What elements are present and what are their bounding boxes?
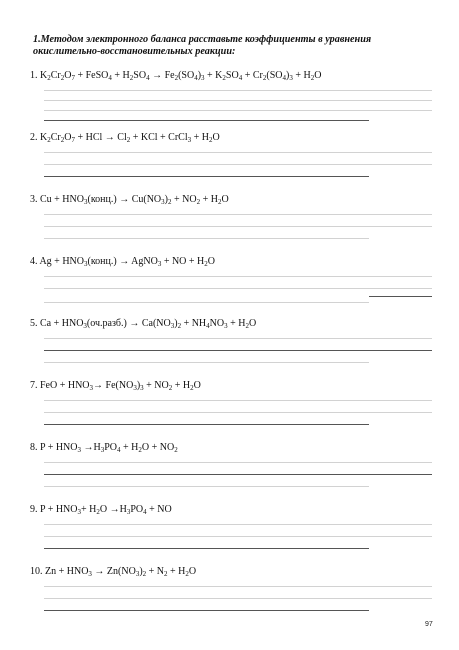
answer-line[interactable] [44, 214, 432, 215]
task-item [30, 566, 434, 626]
answer-line[interactable] [44, 176, 369, 177]
formula-text: O + NO [141, 442, 175, 453]
formula-text: (оч.разб.) → Ca(NO [86, 318, 171, 329]
formula-text: FeO + HNO [40, 380, 90, 391]
task-number: 4. [30, 256, 38, 267]
formula-subscript: 2 [164, 570, 168, 578]
task-item [30, 504, 434, 564]
formula-text: PO [104, 442, 118, 453]
formula-subscript: 4 [146, 74, 150, 82]
formula-subscript: 2 [60, 74, 65, 82]
formula-subscript: 2 [262, 74, 267, 82]
formula-subscript: 2 [310, 74, 315, 82]
formula-subscript: 3 [133, 384, 137, 392]
formula-text: + NO [143, 380, 169, 391]
page-number: 97 [425, 621, 433, 628]
answer-line[interactable] [44, 586, 432, 587]
formula-subscript: 2 [96, 508, 100, 516]
answer-line[interactable] [44, 548, 369, 549]
formula-text: + H [227, 318, 246, 329]
formula-subscript: 4 [194, 74, 198, 82]
formula-subscript: 3 [187, 136, 192, 144]
answer-line[interactable] [44, 462, 432, 463]
reaction-equation [30, 256, 434, 268]
formula-text: + KCl + CrCl [130, 132, 188, 143]
formula-text: O [188, 566, 197, 577]
answer-line[interactable] [44, 152, 432, 153]
formula-text: SO [133, 70, 147, 81]
formula-text: + N [146, 566, 165, 577]
formula-text: Cu + HNO [40, 194, 84, 205]
answer-line[interactable] [44, 536, 432, 537]
task-number: 5. [30, 318, 38, 329]
formula-text: (конц.) → AgNO [87, 256, 158, 267]
formula-text: O [193, 380, 201, 391]
answer-line[interactable] [44, 90, 432, 91]
formula-text: + K [204, 70, 223, 81]
formula-subscript: 3 [83, 260, 88, 268]
formula-text: → Zn(NO [91, 566, 136, 577]
formula-subscript: 3 [83, 198, 88, 206]
formula-text: + HCl → Cl [74, 132, 127, 143]
formula-subscript: 3 [100, 446, 105, 454]
answer-line[interactable] [44, 288, 432, 289]
formula-text: P + HNO [40, 442, 78, 453]
answer-line[interactable] [44, 302, 369, 303]
formula-subscript: 3 [224, 322, 228, 330]
formula-text: P + HNO [40, 504, 78, 515]
formula-text: + Cr [242, 70, 263, 81]
formula-text: ) [164, 194, 168, 205]
formula-text: O [248, 318, 257, 329]
formula-text: + FeSO [74, 70, 109, 81]
task-number: 8. [30, 442, 38, 453]
task-item [30, 70, 434, 130]
formula-text: Cr [50, 132, 61, 143]
formula-subscript: 4 [143, 508, 147, 516]
formula-subscript: 2 [190, 384, 194, 392]
task-number: 9. [30, 504, 38, 515]
answer-lines [44, 458, 432, 502]
answer-line[interactable] [44, 350, 432, 351]
formula-text: NO [209, 318, 225, 329]
formula-subscript: 2 [174, 446, 178, 454]
formula-text: O [314, 70, 322, 81]
task-number: 7. [30, 380, 38, 391]
formula-subscript: 3 [201, 74, 205, 82]
formula-subscript: 4 [238, 74, 243, 82]
formula-text: O →H [99, 504, 127, 515]
formula-subscript: 3 [135, 570, 140, 578]
answer-line[interactable] [44, 164, 432, 165]
task-number: 10. [30, 566, 43, 577]
answer-lines [44, 520, 432, 564]
formula-text: + H [191, 132, 210, 143]
formula-subscript: 3 [89, 384, 94, 392]
formula-text: + NH [181, 318, 207, 329]
formula-text: + NO [171, 194, 197, 205]
formula-subscript: 2 [245, 322, 249, 330]
formula-subscript: 3 [140, 384, 144, 392]
title-line-1: 1.Методом электронного баланса расставьте коэффициенты в уравнения [33, 34, 372, 45]
formula-subscript: 4 [206, 322, 210, 330]
formula-subscript: 3 [289, 74, 293, 82]
formula-text: + H [172, 380, 191, 391]
formula-subscript: 2 [204, 260, 208, 268]
answer-line[interactable] [44, 400, 432, 401]
reaction-equation [30, 132, 434, 144]
answer-line[interactable] [44, 226, 432, 227]
task-item [30, 380, 434, 440]
formula-subscript: 3 [126, 508, 131, 516]
formula-text: (конц.) → Cu(NO [87, 194, 162, 205]
answer-line[interactable] [44, 524, 432, 525]
formula-text: Zn + HNO [45, 566, 89, 577]
answer-lines [44, 86, 432, 130]
exercise-title [33, 34, 433, 58]
formula-subscript: 3 [77, 508, 81, 516]
formula-text: (SO [178, 70, 195, 81]
formula-text: + H [167, 566, 186, 577]
task-number: 2. [30, 132, 38, 143]
formula-subscript: 3 [170, 322, 175, 330]
formula-text: Ag + HNO [39, 256, 84, 267]
formula-subscript: 3 [77, 446, 81, 454]
formula-subscript: 2 [174, 74, 179, 82]
task-item [30, 194, 434, 254]
answer-line[interactable] [44, 362, 369, 363]
formula-subscript: 4 [117, 446, 121, 454]
formula-text: O [207, 256, 215, 267]
formula-text: + H [292, 70, 311, 81]
formula-text: ) [285, 70, 290, 81]
formula-text: O [212, 132, 220, 143]
formula-subscript: 2 [60, 136, 65, 144]
reaction-equation [30, 442, 434, 454]
answer-line[interactable] [44, 276, 432, 277]
formula-text: SO [225, 70, 239, 81]
formula-text: → Fe(NO [93, 380, 134, 391]
task-number: 3. [30, 194, 38, 205]
answer-lines [44, 334, 432, 378]
formula-subscript: 4 [108, 74, 112, 82]
formula-subscript: 3 [88, 570, 92, 578]
task-item [30, 132, 434, 192]
formula-text: Cr [50, 70, 61, 81]
answer-line[interactable] [369, 296, 432, 297]
reaction-equation [30, 194, 434, 206]
formula-subscript: 2 [222, 74, 226, 82]
formula-subscript: 2 [209, 136, 213, 144]
formula-text: → Fe [149, 70, 175, 81]
answer-lines [44, 582, 432, 626]
formula-text: →H [81, 442, 101, 453]
formula-text: Ca + HNO [40, 318, 84, 329]
title-line-2: окислительно-восстановительных реакции: [33, 46, 236, 57]
task-item [30, 442, 434, 502]
formula-text: + H [200, 194, 218, 205]
answer-line[interactable] [44, 424, 369, 425]
answer-line[interactable] [44, 412, 432, 413]
reaction-equation [30, 380, 434, 392]
answer-lines [44, 272, 432, 316]
formula-subscript: 2 [168, 198, 172, 206]
reaction-equation [30, 566, 434, 578]
formula-text: + NO [146, 504, 172, 515]
formula-text: O [64, 132, 72, 143]
answer-lines [44, 396, 432, 440]
formula-subscript: 2 [217, 198, 222, 206]
answer-line[interactable] [44, 238, 369, 239]
formula-text: + H [120, 442, 139, 453]
formula-text: O [64, 70, 72, 81]
answer-line[interactable] [44, 486, 369, 487]
reaction-equation [30, 318, 434, 330]
formula-subscript: 2 [47, 136, 51, 144]
reaction-equation [30, 504, 434, 516]
formula-text: K [40, 70, 48, 81]
formula-text: + H [81, 504, 97, 515]
formula-text: ) [136, 380, 141, 391]
answer-line[interactable] [44, 474, 432, 475]
formula-subscript: 2 [138, 446, 142, 454]
formula-subscript: 3 [83, 322, 87, 330]
formula-subscript: 7 [71, 74, 75, 82]
formula-text: ) [139, 566, 143, 577]
formula-subscript: 7 [71, 136, 75, 144]
answer-lines [44, 148, 432, 192]
answer-line[interactable] [44, 100, 432, 101]
formula-subscript: 2 [142, 570, 147, 578]
formula-text: O [221, 194, 229, 205]
formula-text: ) [174, 318, 178, 329]
answer-line[interactable] [44, 598, 432, 599]
formula-subscript: 4 [282, 74, 286, 82]
answer-line[interactable] [44, 338, 432, 339]
formula-subscript: 3 [161, 198, 165, 206]
task-number: 1. [30, 70, 38, 81]
formula-text: + H [111, 70, 130, 81]
formula-subscript: 3 [157, 260, 162, 268]
formula-subscript: 2 [126, 136, 131, 144]
formula-subscript: 2 [47, 74, 51, 82]
formula-text: PO [130, 504, 144, 515]
formula-subscript: 2 [185, 570, 189, 578]
answer-line[interactable] [44, 110, 432, 111]
formula-subscript: 2 [196, 198, 201, 206]
formula-subscript: 2 [177, 322, 182, 330]
formula-text: (SO [266, 70, 283, 81]
answer-lines [44, 210, 432, 254]
answer-line[interactable] [44, 120, 369, 121]
answer-line[interactable] [44, 610, 369, 611]
formula-text: ) [197, 70, 202, 81]
task-item [30, 256, 434, 316]
reaction-equation [30, 70, 434, 82]
formula-text: + NO + H [161, 256, 205, 267]
formula-subscript: 2 [129, 74, 134, 82]
formula-subscript: 2 [168, 384, 173, 392]
task-item [30, 318, 434, 378]
formula-text: K [40, 132, 48, 143]
